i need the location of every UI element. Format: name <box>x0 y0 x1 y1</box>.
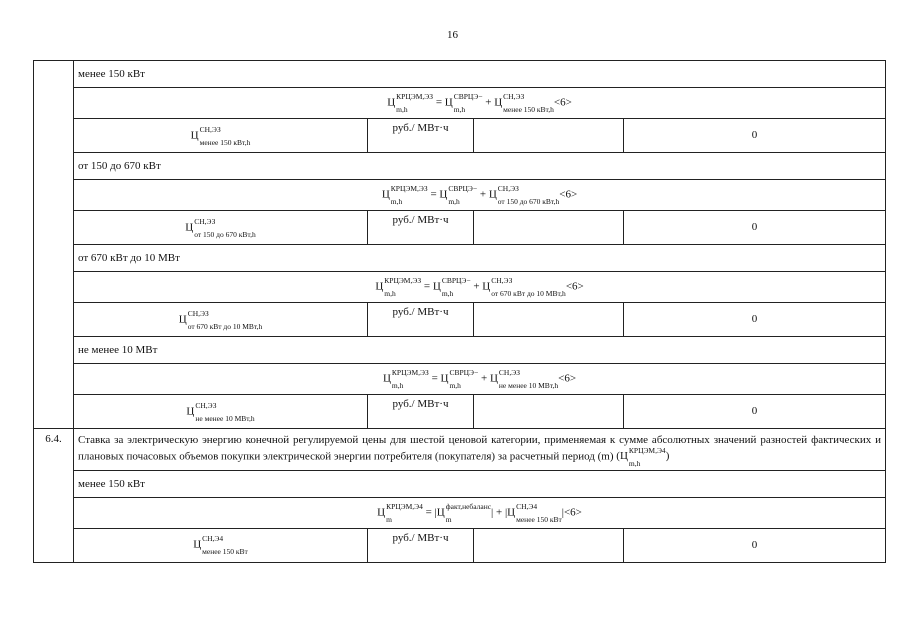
item-description <box>74 429 886 471</box>
formula: Ц КРЦЭМ,ЭЗ m,h = Ц СВРЦЭ− m,h + Ц СН,ЭЗ от 670 кВт до 10 МВт,h <6> <box>74 272 886 303</box>
section-label: от 670 кВт до 10 МВт <box>74 245 886 272</box>
formula-row <box>34 88 886 119</box>
price-symbol: Ц СН,Э4 менее 150 кВт <box>74 528 368 562</box>
price-symbol: Ц СН,ЭЗ от 150 до 670 кВт,h <box>74 211 368 245</box>
unit-label: руб./ МВт·ч <box>368 303 474 337</box>
tariff-table <box>33 60 886 563</box>
unit-label: руб./ МВт·ч <box>368 528 474 562</box>
section-label: не менее 10 МВт <box>74 337 886 364</box>
item-description-row <box>34 429 886 471</box>
price-value: 0 <box>624 528 886 562</box>
price-value: 0 <box>624 395 886 429</box>
item-number-empty <box>34 61 74 429</box>
item-number: 6.4. <box>34 429 74 563</box>
empty-cell <box>474 211 624 245</box>
section-row <box>34 337 886 364</box>
price-symbol: Ц СН,ЭЗ не менее 10 МВт,h <box>74 395 368 429</box>
formula: Ц КРЦЭМ,ЭЗ m,h = Ц СВРЦЭ− m,h + Ц СН,ЭЗ не менее 10 МВт,h <6> <box>74 364 886 395</box>
empty-cell <box>474 528 624 562</box>
empty-cell <box>474 119 624 153</box>
price-value: 0 <box>624 303 886 337</box>
value-row <box>34 303 886 337</box>
formula-row <box>34 497 886 528</box>
section-row <box>34 470 886 497</box>
page-number: 16 <box>447 29 458 41</box>
section-label: менее 150 кВт <box>74 61 886 88</box>
unit-label: руб./ МВт·ч <box>368 119 474 153</box>
formula-row <box>34 364 886 395</box>
value-row <box>34 395 886 429</box>
section-row <box>34 245 886 272</box>
price-value: 0 <box>624 119 886 153</box>
price-symbol: Ц СН,ЭЗ от 670 кВт до 10 МВт,h <box>74 303 368 337</box>
value-row <box>34 119 886 153</box>
empty-cell <box>474 303 624 337</box>
section-label: менее 150 кВт <box>74 470 886 497</box>
formula: Ц КРЦЭМ,ЭЗ m,h = Ц СВРЦЭ− m,h + Ц СН,ЭЗ менее 150 кВт,h <6> <box>74 88 886 119</box>
formula: Ц КРЦЭМ,ЭЗ m,h = Ц СВРЦЭ− m,h + Ц СН,ЭЗ от 150 до 670 кВт,h <6> <box>74 180 886 211</box>
empty-cell <box>474 395 624 429</box>
item-description-text: Ставка за электрическую энергию конечной регулируемой цены для шестой ценовой категории, применяемая к сумме абсолютных значений разностей фактических и плановых почасовых объемов покупки электрической энергии потребителя (покупателя) за расчетный период (m) <box>78 434 882 463</box>
formula-row <box>34 272 886 303</box>
price-symbol: Ц СН,ЭЗ менее 150 кВт,h <box>74 119 368 153</box>
price-value: 0 <box>624 211 886 245</box>
section-label: от 150 до 670 кВт <box>74 153 886 180</box>
item-description-symbol: (Ц КРЦЭМ,Э4 m,h ) <box>616 445 670 468</box>
formula-row <box>34 180 886 211</box>
section-row <box>34 153 886 180</box>
section-row <box>34 61 886 88</box>
unit-label: руб./ МВт·ч <box>368 211 474 245</box>
value-row <box>34 528 886 562</box>
value-row <box>34 211 886 245</box>
unit-label: руб./ МВт·ч <box>368 395 474 429</box>
formula: Ц КРЦЭМ,Э4 m = |Ц факт,небаланс m | + |Ц СН,Э4 менее 150 кВт |<6> <box>74 497 886 528</box>
